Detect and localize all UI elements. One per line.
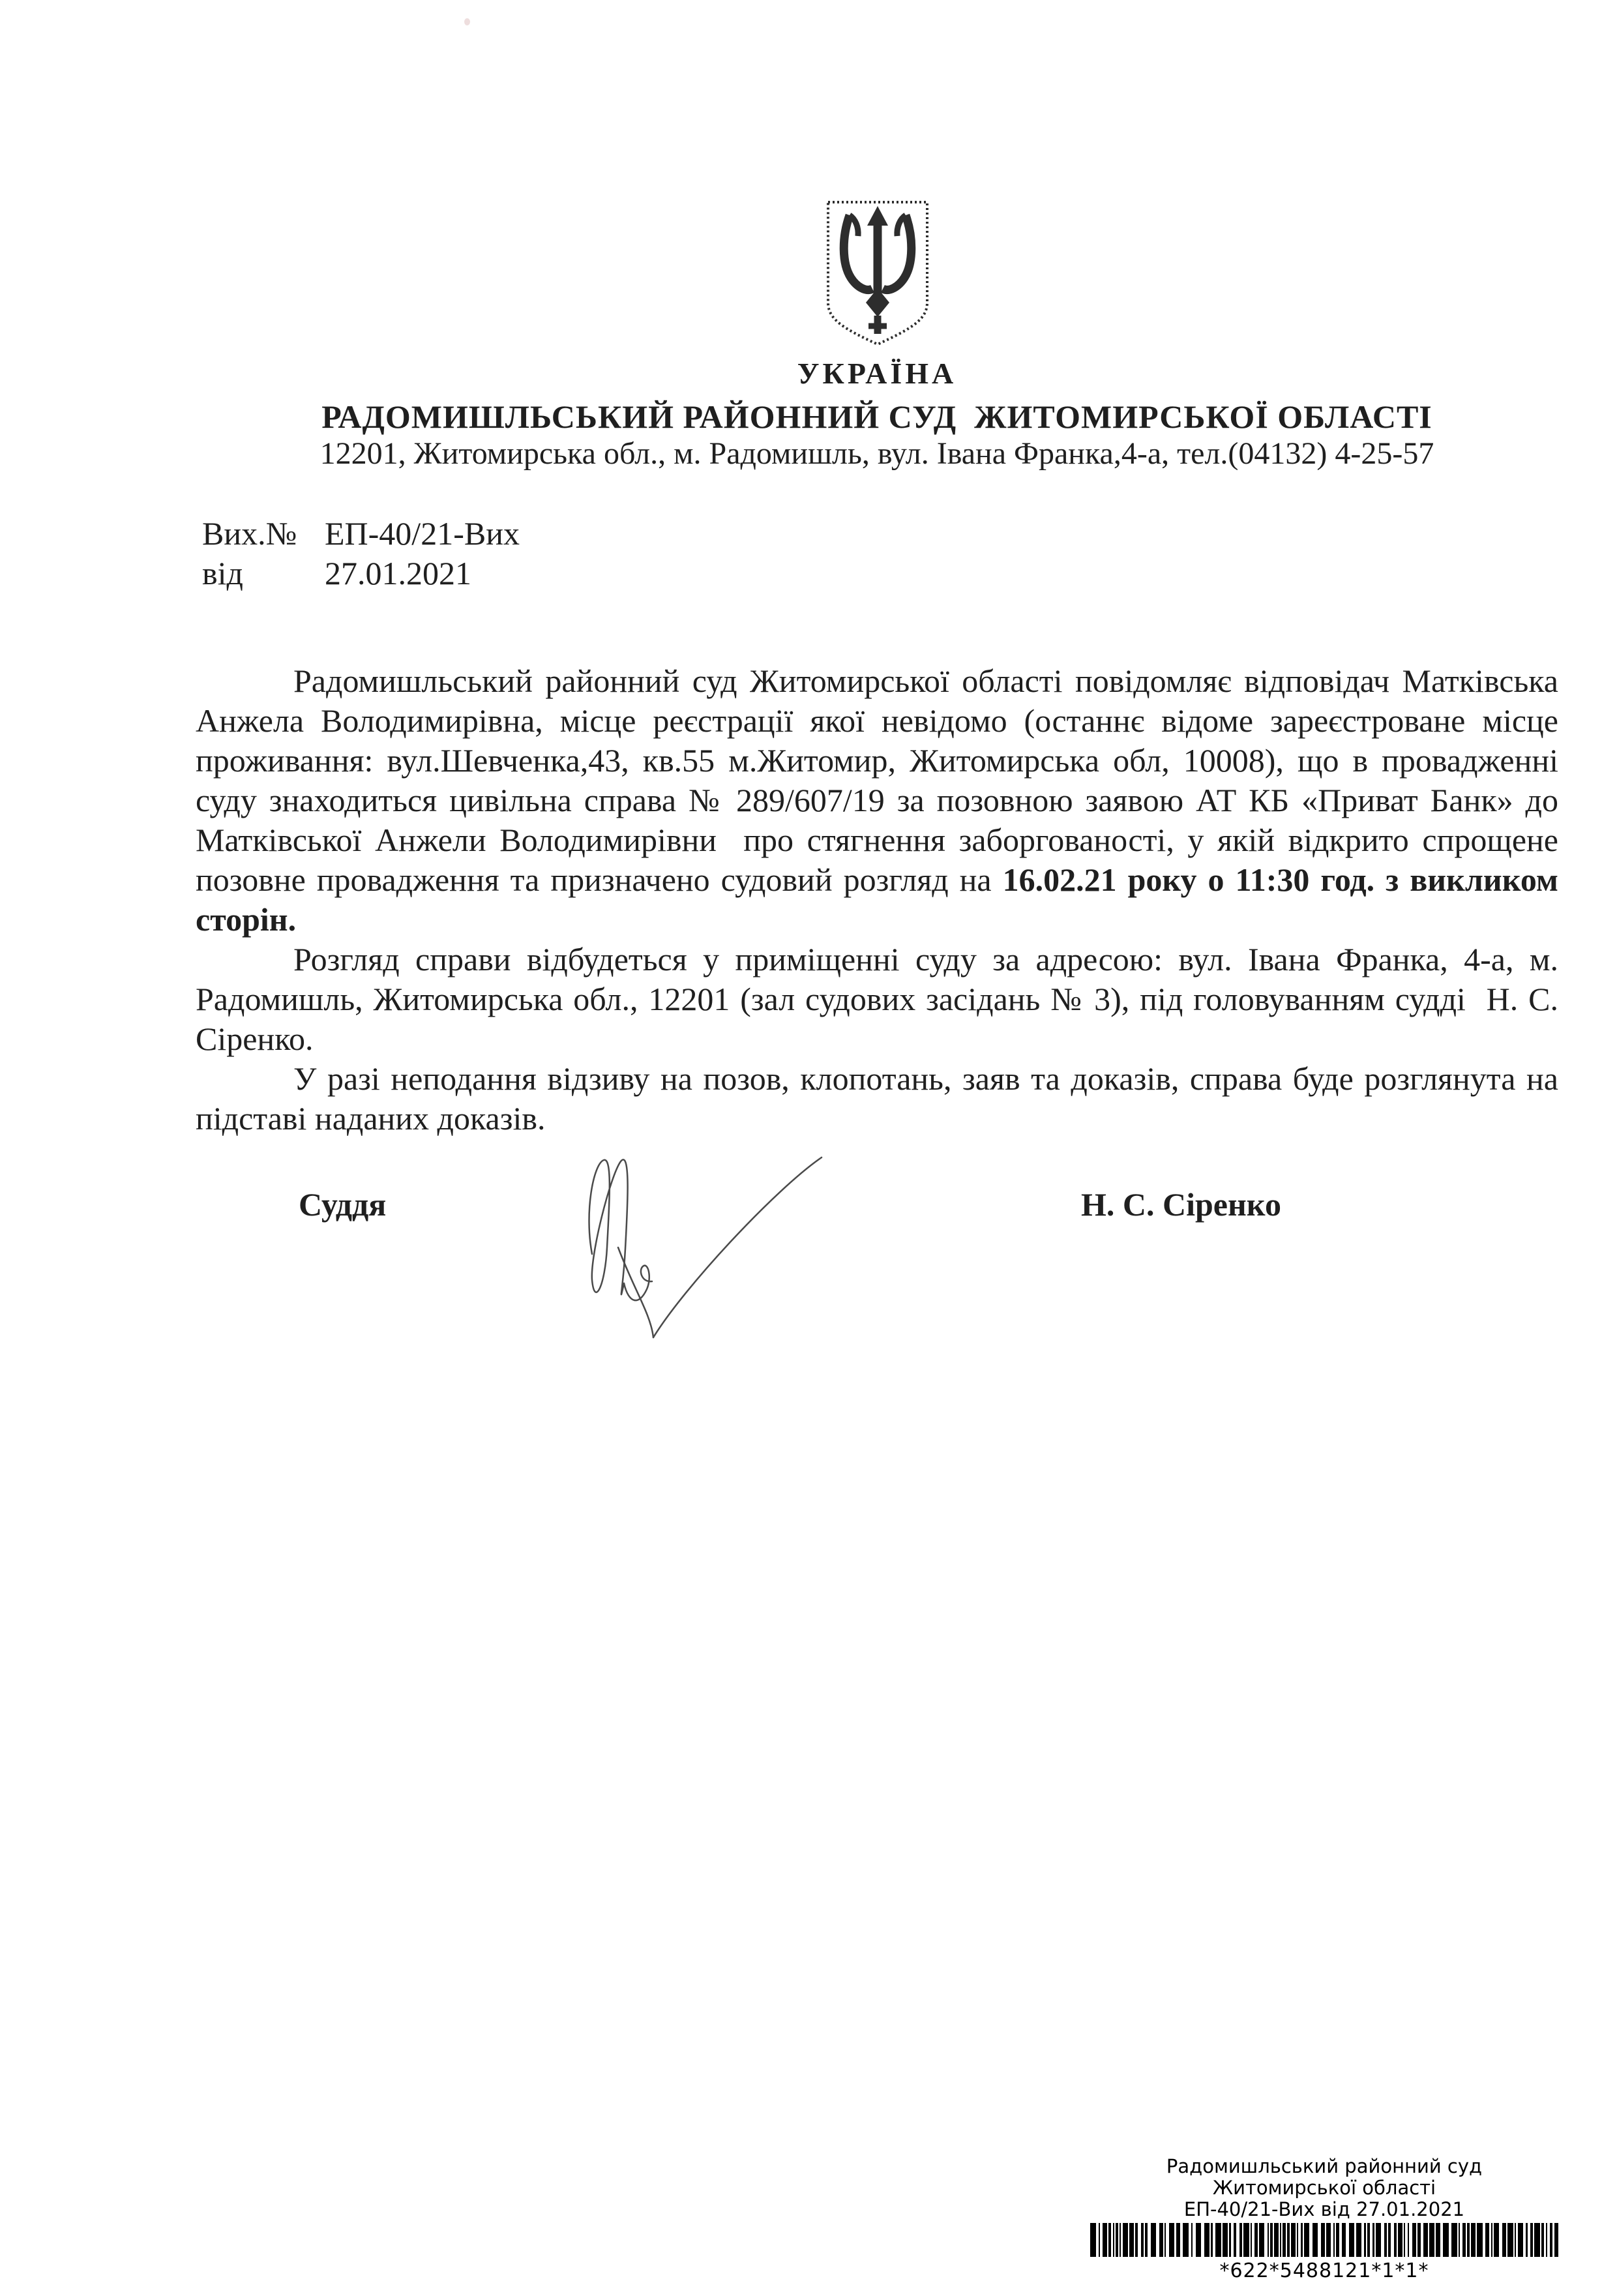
text-segment: проживання: вул.Шевченка,43, кв.55 м.Житомир, Житомирська обл, 10008), що в провадженні xyxy=(196,742,1558,779)
text-segment: Радомишль, Житомирська обл., 12201 (зал судових засідань № 3), під головуванням судді Н. С. xyxy=(196,981,1558,1017)
text-line xyxy=(196,860,1558,900)
country-name: УКРАЇНА xyxy=(797,357,957,390)
text-segment: Матківської Анжели Володимирівни про стягнення заборгованості, у якій відкрито спрощене xyxy=(196,822,1558,858)
footer-court-line-2: Житомирської області xyxy=(1212,2177,1436,2199)
text-line xyxy=(196,820,1558,860)
text-segment: підставі наданих доказів. xyxy=(196,1100,546,1137)
paragraph-hearing-location xyxy=(196,940,1558,1059)
text-line xyxy=(196,1099,1558,1139)
judge-signature-icon xyxy=(561,1150,828,1345)
footer-reference-line: ЕП-40/21-Вих від 27.01.2021 xyxy=(1183,2198,1465,2220)
bold-text-segment: 16.02.21 року о 11:30 год. з викликом xyxy=(1002,861,1558,898)
bold-text-segment: сторін. xyxy=(196,901,297,938)
document-footer xyxy=(1086,2156,1562,2282)
judge-role-label: Суддя xyxy=(299,1186,387,1223)
ukraine-trident-emblem-icon xyxy=(822,198,934,350)
scan-artifact-speck xyxy=(464,18,470,25)
text-line xyxy=(196,900,1558,940)
court-address-line: 12201, Житомирська обл., м. Радомишль, вул. Івана Франка,4-а, тел.(04132) 4-25-57 xyxy=(319,436,1434,471)
letter-body xyxy=(196,661,1558,1139)
text-segment: суду знаходиться цивільна справа № 289/607/19 за позовною заявою АТ КБ «Приват Банк» до xyxy=(196,782,1558,818)
text-line xyxy=(196,940,1558,979)
text-line xyxy=(196,1019,1558,1059)
text-line xyxy=(196,781,1558,820)
text-line xyxy=(196,701,1558,741)
text-segment: Радомишльський районний суд Житомирської області повідомляє відповідач Матківська xyxy=(293,663,1558,699)
barcode-value: *622*5488121*1*1* xyxy=(1219,2259,1429,2282)
text-line xyxy=(196,661,1558,701)
outgoing-date-label: від xyxy=(202,555,243,591)
barcode xyxy=(1090,2223,1558,2257)
text-segment: У разі неподання відзиву на позов, клопотань, заяв та доказів, справа буде розглянута на xyxy=(293,1060,1558,1097)
judge-name: Н. С. Сіренко xyxy=(1081,1186,1281,1223)
outgoing-date-line xyxy=(202,554,520,593)
outgoing-number-line xyxy=(202,514,520,554)
outgoing-number-label: Вих.№ xyxy=(202,515,297,552)
outgoing-date-value: 27.01.2021 xyxy=(325,555,471,591)
text-line xyxy=(196,979,1558,1019)
text-segment: Сіренко. xyxy=(196,1021,314,1057)
text-segment: Розгляд справи відбудеться у приміщенні суду за адресою: вул. Івана Франка, 4-а, м. xyxy=(293,941,1558,977)
text-segment: позовне провадження та призначено судовий розгляд на xyxy=(196,861,1003,898)
court-name-heading: РАДОМИШЛЬСЬКИЙ РАЙОННИЙ СУД ЖИТОМИРСЬКОЇ ОБЛАСТІ xyxy=(321,398,1432,435)
text-line xyxy=(196,1059,1558,1099)
paragraph-warning xyxy=(196,1059,1558,1139)
paragraph-notice xyxy=(196,661,1558,940)
text-line xyxy=(196,741,1558,781)
footer-court-line-1: Радомишльський районний суд xyxy=(1166,2155,1483,2177)
reference-block xyxy=(202,514,520,593)
text-segment: Анжела Володимирівна, місце реєстрації якої невідомо (останнє відоме зареєстроване місце xyxy=(196,702,1558,739)
outgoing-number-value: ЕП-40/21-Вих xyxy=(325,515,520,552)
